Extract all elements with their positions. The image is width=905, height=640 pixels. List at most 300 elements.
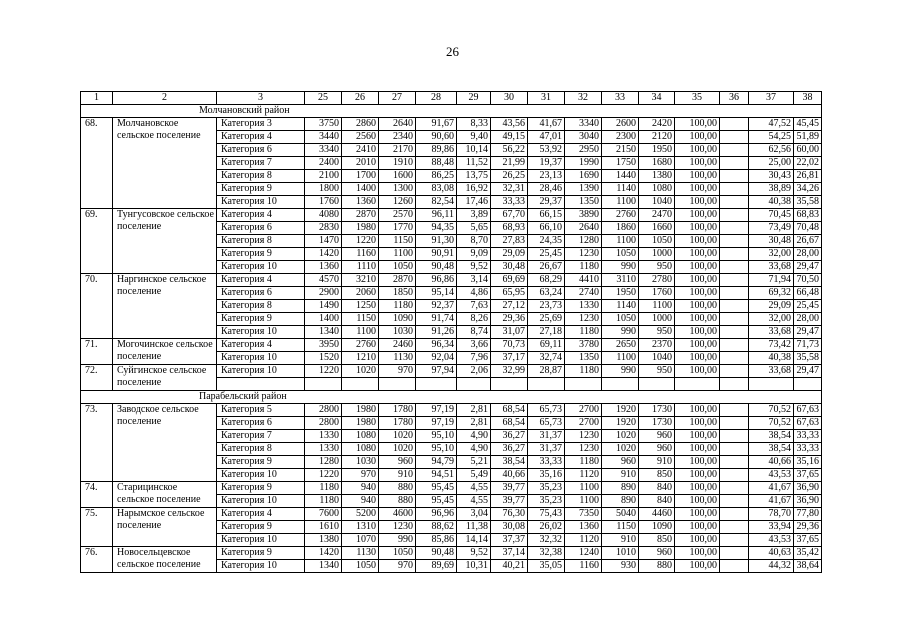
col-31: 65,73 [528,417,565,430]
col-25: 1220 [305,365,342,378]
empty-cell [794,378,822,391]
category-cell: Категория 4 [217,339,305,352]
col-31: 31,37 [528,443,565,456]
col-32: 3780 [565,339,602,352]
col-31: 26,67 [528,261,565,274]
col-30: 27,12 [491,300,528,313]
col-26: 1050 [342,560,379,573]
settlement-number: 71. [81,339,113,365]
col-31: 68,29 [528,274,565,287]
col-25: 4080 [305,209,342,222]
col-33: 1100 [602,196,639,209]
col-28: 96,34 [416,339,457,352]
col-33: 990 [602,261,639,274]
col-28: 95,10 [416,430,457,443]
col-25: 1610 [305,521,342,534]
settlement-name: Тунгусовское сельское поселение [113,209,217,274]
col-27: 880 [379,482,416,495]
col-37: 33,68 [749,365,794,378]
col-33: 1010 [602,547,639,560]
empty-cell [528,378,565,391]
table-row [81,482,822,495]
col-32: 1160 [565,560,602,573]
region-row [81,391,822,404]
col-26: 1150 [342,313,379,326]
col-28: 95,45 [416,495,457,508]
col-33: 5040 [602,508,639,521]
category-cell: Категория 6 [217,417,305,430]
col-27: 1300 [379,183,416,196]
col-30: 38,54 [491,456,528,469]
col-32: 2950 [565,144,602,157]
col-34: 910 [639,456,675,469]
col-32: 1230 [565,313,602,326]
col-25: 1330 [305,443,342,456]
col-38: 22,02 [794,157,822,170]
col-36 [720,430,749,443]
column-header: 1 [81,92,113,105]
col-25: 1520 [305,352,342,365]
col-33: 910 [602,469,639,482]
category-cell: Категория 4 [217,274,305,287]
col-30: 69,69 [491,274,528,287]
col-30: 68,54 [491,417,528,430]
category-cell: Категория 10 [217,534,305,547]
page-number: 26 [446,44,459,59]
col-27: 1020 [379,443,416,456]
col-26: 1980 [342,404,379,417]
col-33: 1440 [602,170,639,183]
col-31: 32,38 [528,547,565,560]
col-30: 39,77 [491,482,528,495]
col-38: 71,73 [794,339,822,352]
col-31: 25,45 [528,248,565,261]
col-38: 35,58 [794,196,822,209]
col-37: 29,09 [749,300,794,313]
col-37: 33,94 [749,521,794,534]
col-36 [720,508,749,521]
category-cell: Категория 10 [217,352,305,365]
col-35: 100,00 [675,235,720,248]
col-31: 41,67 [528,118,565,131]
col-37: 40,63 [749,547,794,560]
col-27: 1130 [379,352,416,365]
col-33: 3110 [602,274,639,287]
col-35: 100,00 [675,209,720,222]
col-28: 95,14 [416,287,457,300]
region-title: Молчановский район [81,105,822,118]
col-31: 32,74 [528,352,565,365]
col-25: 2100 [305,170,342,183]
col-26: 1310 [342,521,379,534]
col-38: 37,65 [794,469,822,482]
category-cell: Категория 10 [217,560,305,573]
category-cell: Категория 4 [217,131,305,144]
col-29: 14,14 [457,534,491,547]
col-32: 1360 [565,521,602,534]
col-30: 39,77 [491,495,528,508]
col-34: 960 [639,547,675,560]
col-30: 30,48 [491,261,528,274]
col-35: 100,00 [675,248,720,261]
col-32: 1120 [565,469,602,482]
col-26: 940 [342,495,379,508]
col-28: 92,04 [416,352,457,365]
col-34: 840 [639,482,675,495]
col-37: 38,54 [749,443,794,456]
col-34: 1000 [639,313,675,326]
category-cell: Категория 10 [217,495,305,508]
col-37: 25,00 [749,157,794,170]
col-32: 1230 [565,430,602,443]
col-26: 1110 [342,261,379,274]
col-26: 2060 [342,287,379,300]
col-32: 7350 [565,508,602,521]
col-34: 2420 [639,118,675,131]
col-28: 91,67 [416,118,457,131]
col-25: 2830 [305,222,342,235]
col-37: 32,00 [749,248,794,261]
col-32: 3890 [565,209,602,222]
col-30: 65,95 [491,287,528,300]
settlement-name: Наргинское сельское поселение [113,274,217,339]
col-31: 53,92 [528,144,565,157]
col-25: 2400 [305,157,342,170]
col-38: 26,81 [794,170,822,183]
col-34: 1080 [639,183,675,196]
col-26: 1980 [342,222,379,235]
col-37: 73,42 [749,339,794,352]
col-32: 2700 [565,417,602,430]
col-37: 54,25 [749,131,794,144]
empty-cell [217,378,305,391]
settlement-number: 68. [81,118,113,209]
col-33: 1750 [602,157,639,170]
settlement-number: 74. [81,482,113,508]
col-27: 1230 [379,521,416,534]
col-29: 11,38 [457,521,491,534]
col-29: 4,55 [457,495,491,508]
column-header: 32 [565,92,602,105]
col-35: 100,00 [675,508,720,521]
col-26: 2860 [342,118,379,131]
col-34: 840 [639,495,675,508]
header-row [81,92,822,105]
col-25: 1330 [305,430,342,443]
col-29: 9,09 [457,248,491,261]
col-31: 63,24 [528,287,565,300]
column-header: 28 [416,92,457,105]
col-29: 9,52 [457,547,491,560]
col-36 [720,326,749,339]
category-cell: Категория 9 [217,547,305,560]
col-34: 950 [639,326,675,339]
category-cell: Категория 9 [217,521,305,534]
col-28: 91,26 [416,326,457,339]
col-26: 1980 [342,417,379,430]
category-cell: Категория 6 [217,144,305,157]
table-row [81,508,822,521]
col-32: 1230 [565,443,602,456]
col-29: 11,52 [457,157,491,170]
col-31: 35,23 [528,495,565,508]
category-cell: Категория 4 [217,508,305,521]
col-31: 26,02 [528,521,565,534]
col-32: 1240 [565,547,602,560]
col-34: 4460 [639,508,675,521]
col-30: 49,15 [491,131,528,144]
col-35: 100,00 [675,157,720,170]
col-26: 3210 [342,274,379,287]
col-34: 1000 [639,248,675,261]
col-33: 2600 [602,118,639,131]
col-25: 1420 [305,248,342,261]
col-26: 2870 [342,209,379,222]
col-27: 1150 [379,235,416,248]
col-32: 2700 [565,404,602,417]
col-28: 94,51 [416,469,457,482]
col-34: 880 [639,560,675,573]
table-row [81,118,822,131]
col-36 [720,170,749,183]
col-38: 25,45 [794,300,822,313]
column-header: 27 [379,92,416,105]
category-cell: Категория 9 [217,183,305,196]
col-30: 26,25 [491,170,528,183]
region-title: Парабельский район [81,391,822,404]
col-35: 100,00 [675,547,720,560]
col-36 [720,521,749,534]
col-28: 82,54 [416,196,457,209]
col-25: 1490 [305,300,342,313]
column-header: 26 [342,92,379,105]
column-header: 25 [305,92,342,105]
column-header: 3 [217,92,305,105]
settlement-name: Нарымское сельское поселение [113,508,217,547]
col-33: 1020 [602,443,639,456]
col-34: 1100 [639,300,675,313]
col-34: 1040 [639,352,675,365]
col-37: 40,38 [749,196,794,209]
col-25: 7600 [305,508,342,521]
col-26: 2410 [342,144,379,157]
col-28: 92,37 [416,300,457,313]
col-35: 100,00 [675,534,720,547]
col-29: 8,74 [457,326,491,339]
col-35: 100,00 [675,339,720,352]
col-31: 19,37 [528,157,565,170]
col-27: 1910 [379,157,416,170]
category-cell: Категория 7 [217,157,305,170]
col-28: 96,96 [416,508,457,521]
col-37: 30,48 [749,235,794,248]
col-36 [720,261,749,274]
col-25: 2900 [305,287,342,300]
column-header: 38 [794,92,822,105]
category-cell: Категория 9 [217,248,305,261]
col-38: 33,33 [794,430,822,443]
col-36 [720,534,749,547]
col-29: 3,89 [457,209,491,222]
col-31: 27,18 [528,326,565,339]
col-32: 1280 [565,235,602,248]
col-32: 1230 [565,248,602,261]
col-33: 1140 [602,183,639,196]
category-cell: Категория 10 [217,326,305,339]
empty-cell [342,378,379,391]
col-29: 13,75 [457,170,491,183]
col-33: 990 [602,326,639,339]
empty-cell [379,378,416,391]
category-cell: Категория 6 [217,287,305,300]
col-30: 32,31 [491,183,528,196]
col-26: 1020 [342,365,379,378]
col-32: 3340 [565,118,602,131]
column-header: 35 [675,92,720,105]
col-36 [720,274,749,287]
col-33: 960 [602,456,639,469]
settlement-name: Суйгинское сельское поселение [113,365,217,391]
col-36 [720,118,749,131]
col-37: 43,53 [749,534,794,547]
category-cell: Категория 8 [217,443,305,456]
empty-cell [416,378,457,391]
col-29: 16,92 [457,183,491,196]
category-cell: Категория 10 [217,365,305,378]
col-35: 100,00 [675,443,720,456]
category-cell: Категория 8 [217,235,305,248]
col-38: 70,48 [794,222,822,235]
col-38: 45,45 [794,118,822,131]
col-38: 29,47 [794,261,822,274]
col-38: 67,63 [794,417,822,430]
col-34: 1730 [639,417,675,430]
col-32: 4410 [565,274,602,287]
col-28: 97,19 [416,404,457,417]
col-37: 30,43 [749,170,794,183]
col-32: 3040 [565,131,602,144]
col-34: 1090 [639,521,675,534]
col-28: 91,74 [416,313,457,326]
settlement-name: Молчановское сельское поселение [113,118,217,209]
col-32: 2740 [565,287,602,300]
col-32: 1180 [565,365,602,378]
col-36 [720,417,749,430]
col-27: 2870 [379,274,416,287]
col-32: 1390 [565,183,602,196]
col-33: 990 [602,365,639,378]
column-header: 36 [720,92,749,105]
col-27: 1090 [379,313,416,326]
col-36 [720,248,749,261]
col-38: 70,50 [794,274,822,287]
col-35: 100,00 [675,287,720,300]
col-27: 1780 [379,404,416,417]
col-27: 2460 [379,339,416,352]
col-37: 44,32 [749,560,794,573]
col-32: 1690 [565,170,602,183]
col-32: 1100 [565,495,602,508]
col-36 [720,456,749,469]
col-30: 33,33 [491,196,528,209]
col-33: 1860 [602,222,639,235]
col-36 [720,547,749,560]
column-header: 33 [602,92,639,105]
col-28: 94,79 [416,456,457,469]
col-33: 1920 [602,404,639,417]
col-30: 30,08 [491,521,528,534]
col-34: 1730 [639,404,675,417]
col-31: 65,73 [528,404,565,417]
settlement-name: Могочинское сельское поселение [113,339,217,365]
col-37: 71,94 [749,274,794,287]
col-31: 33,33 [528,456,565,469]
col-38: 28,00 [794,248,822,261]
empty-cell [675,378,720,391]
col-28: 88,48 [416,157,457,170]
col-35: 100,00 [675,144,720,157]
col-38: 35,16 [794,456,822,469]
col-26: 2010 [342,157,379,170]
col-30: 68,54 [491,404,528,417]
settlement-number: 70. [81,274,113,339]
column-header: 34 [639,92,675,105]
col-26: 1250 [342,300,379,313]
col-29: 5,21 [457,456,491,469]
col-25: 1400 [305,313,342,326]
empty-cell [457,378,491,391]
col-37: 70,52 [749,417,794,430]
col-28: 95,10 [416,443,457,456]
col-29: 4,55 [457,482,491,495]
col-30: 29,09 [491,248,528,261]
col-31: 28,87 [528,365,565,378]
col-36 [720,560,749,573]
col-33: 1140 [602,300,639,313]
col-34: 960 [639,430,675,443]
col-25: 1360 [305,261,342,274]
col-36 [720,469,749,482]
col-37: 70,45 [749,209,794,222]
col-36 [720,183,749,196]
col-27: 1020 [379,430,416,443]
col-33: 1920 [602,417,639,430]
table-row [81,365,822,378]
col-28: 90,48 [416,261,457,274]
settlement-number: 75. [81,508,113,547]
col-37: 32,00 [749,313,794,326]
col-25: 1180 [305,495,342,508]
col-26: 1030 [342,456,379,469]
col-37: 38,54 [749,430,794,443]
col-26: 1080 [342,430,379,443]
col-34: 2470 [639,209,675,222]
col-33: 1020 [602,430,639,443]
col-32: 1330 [565,300,602,313]
col-26: 5200 [342,508,379,521]
col-31: 75,43 [528,508,565,521]
col-29: 4,86 [457,287,491,300]
col-27: 1030 [379,326,416,339]
col-35: 100,00 [675,456,720,469]
col-26: 1220 [342,235,379,248]
category-cell: Категория 10 [217,469,305,482]
col-34: 1050 [639,235,675,248]
col-25: 1470 [305,235,342,248]
empty-cell [305,378,342,391]
col-25: 3750 [305,118,342,131]
category-cell: Категория 10 [217,261,305,274]
